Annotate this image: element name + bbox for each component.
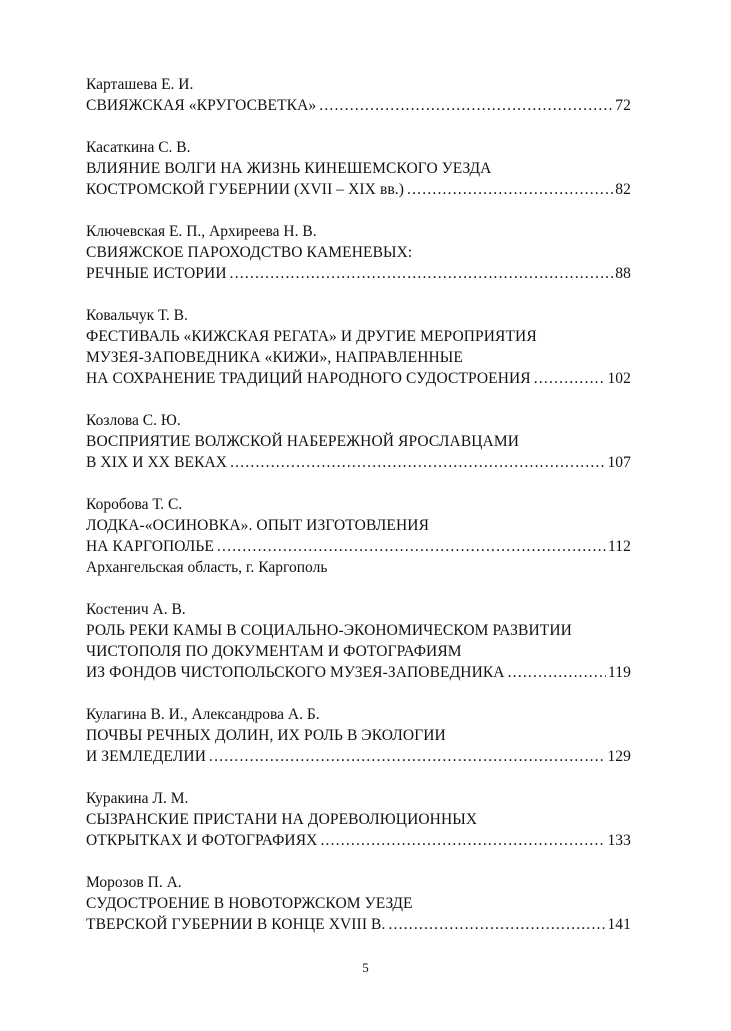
entry-author: Ковальчук Т. В. (86, 307, 188, 324)
entry-page-number: 141 (607, 916, 631, 933)
entry-title: В XIX И XX ВЕКАХ (86, 454, 228, 471)
entry-author: Морозов П. А. (86, 874, 182, 891)
dot-leader (320, 830, 605, 851)
toc-entry[interactable] (86, 599, 631, 683)
dot-leader (217, 536, 606, 557)
entry-page-number: 88 (615, 265, 631, 282)
entry-title-last-line (86, 914, 631, 935)
entry-title-line: ФЕСТИВАЛЬ «КИЖСКАЯ РЕГАТА» И ДРУГИЕ МЕРОПРИЯТИЯ (86, 328, 537, 345)
toc-entry[interactable] (86, 494, 631, 578)
entry-title-last-line (86, 263, 631, 284)
toc-entry[interactable] (86, 305, 631, 389)
entry-title-line: ВОСПРИЯТИЕ ВОЛЖСКОЙ НАБЕРЕЖНОЙ ЯРОСЛАВЦАМИ (86, 433, 520, 450)
entry-title-line: СВИЯЖСКОЕ ПАРОХОДСТВО КАМЕНЕВЫХ: (86, 244, 413, 261)
entry-title-last-line (86, 746, 631, 767)
entry-title-line: ЧИСТОПОЛЯ ПО ДОКУМЕНТАМ И ФОТОГРАФИЯМ (86, 643, 462, 660)
dot-leader (508, 662, 606, 683)
entry-page-number: 107 (607, 454, 631, 471)
entry-title-line: ЛОДКА-«ОСИНОВКА». ОПЫТ ИЗГОТОВЛЕНИЯ (86, 517, 430, 534)
entry-author: Козлова С. Ю. (86, 412, 181, 429)
entry-author: Куракина Л. М. (86, 790, 189, 807)
entry-author: Ключевская Е. П., Архиреева Н. В. (86, 223, 317, 240)
toc-entry[interactable] (86, 872, 631, 935)
entry-note: Архангельская область, г. Каргополь (86, 559, 328, 576)
entry-title: И ЗЕМЛЕДЕЛИИ (86, 748, 207, 765)
dot-leader (230, 263, 614, 284)
entry-title-line: ВЛИЯНИЕ ВОЛГИ НА ЖИЗНЬ КИНЕШЕМСКОГО УЕЗДА (86, 160, 492, 177)
entry-title-line: ПОЧВЫ РЕЧНЫХ ДОЛИН, ИХ РОЛЬ В ЭКОЛОГИИ (86, 727, 446, 744)
entry-title: ТВЕРСКОЙ ГУБЕРНИИ В КОНЦЕ XVIII В. (86, 916, 386, 933)
entry-page-number: 72 (615, 97, 631, 114)
dot-leader (319, 95, 613, 116)
entry-author: Кулагина В. И., Александрова А. Б. (86, 706, 320, 723)
table-of-contents (86, 74, 631, 935)
toc-entry[interactable] (86, 704, 631, 767)
entry-title: НА СОХРАНЕНИЕ ТРАДИЦИЙ НАРОДНОГО СУДОСТРОЕНИЯ (86, 370, 531, 387)
entry-page-number: 82 (615, 181, 631, 198)
entry-title: КОСТРОМСКОЙ ГУБЕРНИИ (XVII – XIX вв.) (86, 181, 405, 198)
entry-title: СВИЯЖСКАЯ «КРУГОСВЕТКА» (86, 97, 317, 114)
entry-author: Касаткина С. В. (86, 139, 191, 156)
entry-title: РЕЧНЫЕ ИСТОРИИ (86, 265, 227, 282)
toc-entry[interactable] (86, 137, 631, 200)
dot-leader (388, 914, 605, 935)
entry-title: ИЗ ФОНДОВ ЧИСТОПОЛЬСКОГО МУЗЕЯ-ЗАПОВЕДНИКА (86, 664, 505, 681)
entry-author: Костенич А. В. (86, 601, 186, 618)
dot-leader (407, 179, 613, 200)
entry-page-number: 133 (607, 832, 631, 849)
toc-entry[interactable] (86, 74, 631, 116)
entry-page-number: 102 (607, 370, 631, 387)
entry-page-number: 112 (608, 538, 631, 555)
entry-author: Карташева Е. И. (86, 76, 194, 93)
entry-title-last-line (86, 830, 631, 851)
toc-entry[interactable] (86, 221, 631, 284)
entry-title-last-line (86, 536, 631, 557)
entry-title-last-line (86, 95, 631, 116)
entry-author: Коробова Т. С. (86, 496, 183, 513)
toc-entry[interactable] (86, 788, 631, 851)
dot-leader (209, 746, 605, 767)
entry-title-last-line (86, 368, 631, 389)
entry-title-line: РОЛЬ РЕКИ КАМЫ В СОЦИАЛЬНО-ЭКОНОМИЧЕСКОМ РАЗВИТИИ (86, 622, 572, 639)
entry-title-last-line (86, 179, 631, 200)
entry-title: ОТКРЫТКАХ И ФОТОГРАФИЯХ (86, 832, 318, 849)
entry-title: НА КАРГОПОЛЬЕ (86, 538, 214, 555)
entry-title-last-line (86, 452, 631, 473)
entry-title-last-line (86, 662, 631, 683)
dot-leader (230, 452, 605, 473)
entry-page-number: 119 (608, 664, 631, 681)
page-number: 5 (362, 960, 369, 975)
toc-entry[interactable] (86, 410, 631, 473)
entry-page-number: 129 (607, 748, 631, 765)
entry-title-line: СУДОСТРОЕНИЕ В НОВОТОРЖСКОМ УЕЗДЕ (86, 895, 413, 912)
entry-title-line: МУЗЕЯ-ЗАПОВЕДНИКА «КИЖИ», НАПРАВЛЕННЫЕ (86, 349, 463, 366)
dot-leader (534, 368, 606, 389)
entry-title-line: СЫЗРАНСКИЕ ПРИСТАНИ НА ДОРЕВОЛЮЦИОННЫХ (86, 811, 478, 828)
